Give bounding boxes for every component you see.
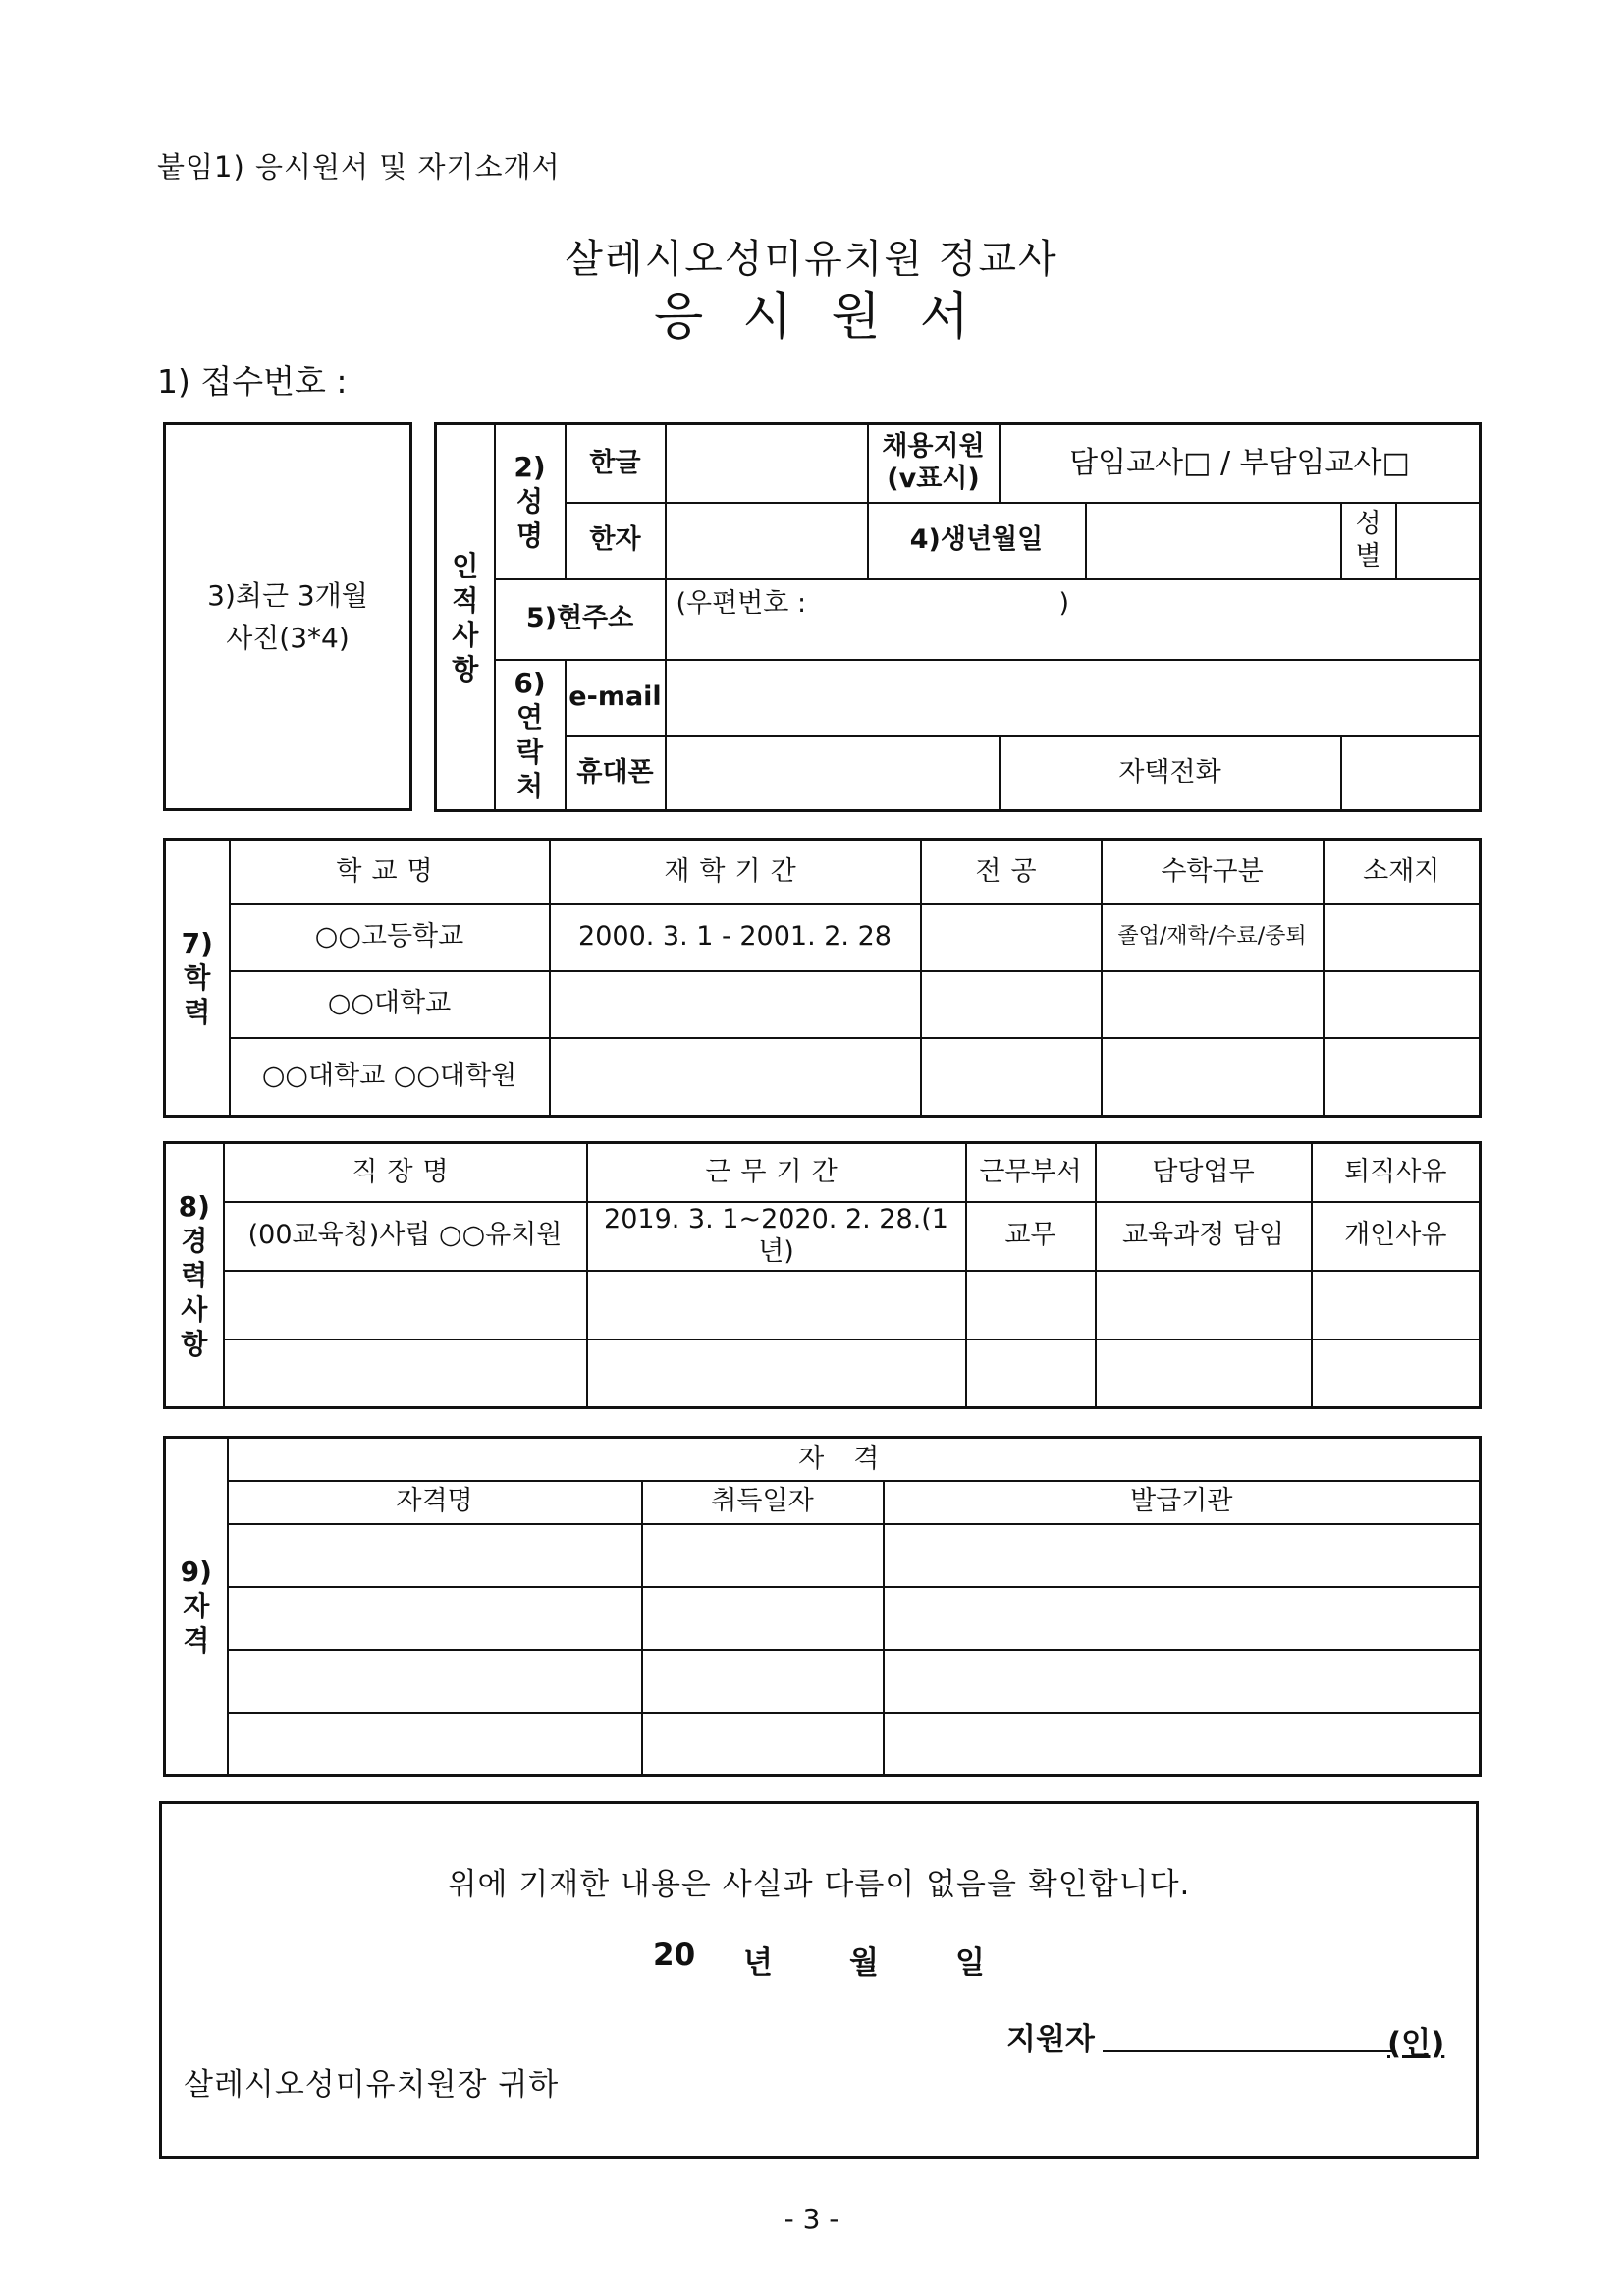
education-table: [163, 838, 1482, 1118]
gender-label: 성 별: [1341, 503, 1396, 579]
table-cell[interactable]: ○○대학교: [230, 971, 550, 1038]
table-cell[interactable]: [884, 1713, 1481, 1776]
email-input[interactable]: [666, 660, 1481, 736]
date-year: 년: [743, 1945, 773, 1981]
table-cell[interactable]: 졸업/재학/수료/중퇴: [1102, 904, 1324, 971]
qualification-section-label: 9) 자 격: [165, 1438, 228, 1776]
mobile-label: 휴대폰: [566, 736, 666, 811]
table-cell[interactable]: ○○대학교 ○○대학원: [230, 1038, 550, 1117]
table-cell[interactable]: [224, 1339, 587, 1408]
apply-position-checkboxes[interactable]: 담임교사□ / 부담임교사□: [1000, 424, 1481, 503]
applicant-label: 지원자: [1006, 2022, 1095, 2057]
career-table: [163, 1141, 1482, 1409]
table-cell[interactable]: [642, 1587, 884, 1650]
home-phone-input[interactable]: [1341, 736, 1481, 811]
table-cell[interactable]: [1312, 1339, 1481, 1408]
table-cell[interactable]: [1324, 971, 1481, 1038]
edu-header-period: 재학기간: [550, 840, 921, 904]
table-cell[interactable]: 교무: [966, 1202, 1096, 1271]
table-cell[interactable]: [642, 1713, 884, 1776]
education-section-label: 7) 학 력: [165, 840, 230, 1117]
receipt-number-label: 1) 접수번호 :: [157, 362, 348, 401]
table-cell[interactable]: [884, 1650, 1481, 1713]
table-cell[interactable]: ○○고등학교: [230, 904, 550, 971]
career-header-department: 근무부서: [966, 1143, 1096, 1202]
birth-input[interactable]: [1086, 503, 1341, 579]
contact-label: 6) 연 락 처: [495, 660, 566, 811]
qual-header-issuer: 발급기관: [884, 1481, 1481, 1524]
mobile-input[interactable]: [666, 736, 1000, 811]
photo-line2: 사진(3*4): [226, 622, 350, 654]
career-header-workplace: 직장명: [224, 1143, 587, 1202]
birth-label: 4)생년월일: [868, 503, 1086, 579]
career-header-period: 근무기간: [587, 1143, 966, 1202]
name-label: 2) 성 명: [495, 424, 566, 579]
edu-header-school: 학교명: [230, 840, 550, 904]
table-cell[interactable]: [884, 1524, 1481, 1587]
edu-header-major: 전공: [921, 840, 1102, 904]
table-cell[interactable]: [921, 971, 1102, 1038]
table-cell[interactable]: [1102, 1038, 1324, 1117]
career-header-duty: 담당업무: [1096, 1143, 1312, 1202]
hanja-name-input[interactable]: [666, 503, 868, 579]
table-cell[interactable]: 2019. 3. 1~2020. 2. 28.(1년): [587, 1202, 966, 1271]
home-phone-label: 자택전화: [1000, 736, 1341, 811]
career-header-reason: 퇴직사유: [1312, 1143, 1481, 1202]
personal-info-table: [434, 422, 1482, 812]
page-number: - 3 -: [784, 2203, 839, 2235]
table-cell[interactable]: [228, 1650, 642, 1713]
form-title-line2: 응시원서: [654, 288, 1008, 347]
career-section-label: 8) 경 력 사 항: [165, 1143, 224, 1408]
recipient: 살레시오성미유치원장 귀하: [184, 2067, 560, 2103]
seal-mark: (인): [1387, 2026, 1445, 2061]
date-month: 월: [849, 1945, 879, 1981]
table-cell[interactable]: [642, 1524, 884, 1587]
table-cell[interactable]: 개인사유: [1312, 1202, 1481, 1271]
table-cell[interactable]: [550, 971, 921, 1038]
email-label: e-mail: [566, 660, 666, 736]
table-cell[interactable]: [1312, 1271, 1481, 1339]
confirmation-statement: 위에 기재한 내용은 사실과 다름이 없음을 확인합니다.: [447, 1867, 1191, 1902]
edu-header-status: 수학구분: [1102, 840, 1324, 904]
table-cell[interactable]: [587, 1271, 966, 1339]
qual-header-date: 취득일자: [642, 1481, 884, 1524]
table-cell[interactable]: [224, 1271, 587, 1339]
table-cell[interactable]: [921, 904, 1102, 971]
attachment-label: 붙임1) 응시원서 및 자기소개서: [157, 150, 561, 184]
gender-input[interactable]: [1396, 503, 1481, 579]
table-cell[interactable]: [966, 1271, 1096, 1339]
table-cell[interactable]: 2000. 3. 1 - 2001. 2. 28: [550, 904, 921, 971]
address-label: 5)현주소: [495, 579, 666, 660]
table-cell[interactable]: [1096, 1271, 1312, 1339]
qual-header-name: 자격명: [228, 1481, 642, 1524]
table-cell[interactable]: [642, 1650, 884, 1713]
table-cell[interactable]: [921, 1038, 1102, 1117]
table-cell[interactable]: [1324, 904, 1481, 971]
apply-label: 채용지원 (v표시): [868, 424, 1000, 503]
table-cell[interactable]: [884, 1587, 1481, 1650]
table-cell[interactable]: (00교육청)사립 ○○유치원: [224, 1202, 587, 1271]
qualification-table: [163, 1436, 1482, 1777]
hangul-name-input[interactable]: [666, 424, 868, 503]
photo-box[interactable]: [163, 422, 412, 811]
table-cell[interactable]: [228, 1587, 642, 1650]
edu-header-location: 소재지: [1324, 840, 1481, 904]
confirmation-box: [159, 1801, 1479, 2159]
table-cell[interactable]: [550, 1038, 921, 1117]
address-input[interactable]: (우편번호 : ): [666, 579, 1481, 660]
personal-section-label: 인 적 사 항: [436, 424, 495, 811]
table-cell[interactable]: [1102, 971, 1324, 1038]
table-cell[interactable]: [966, 1339, 1096, 1408]
table-cell[interactable]: [228, 1524, 642, 1587]
date-year-prefix: 20: [653, 1938, 696, 1973]
photo-line1: 3)최근 3개월: [207, 578, 368, 612]
hanja-label: 한자: [566, 503, 666, 579]
table-cell[interactable]: [587, 1339, 966, 1408]
signature-line[interactable]: [1103, 2050, 1392, 2052]
table-cell[interactable]: [228, 1713, 642, 1776]
hangul-label: 한글: [566, 424, 666, 503]
qual-group-header: 자격: [228, 1438, 1481, 1481]
table-cell[interactable]: [1324, 1038, 1481, 1117]
date-day: 일: [955, 1945, 985, 1981]
table-cell[interactable]: 교육과정 담임: [1096, 1202, 1312, 1271]
table-cell[interactable]: [1096, 1339, 1312, 1408]
form-title-line1: 살레시오성미유치원 정교사: [565, 237, 1058, 282]
